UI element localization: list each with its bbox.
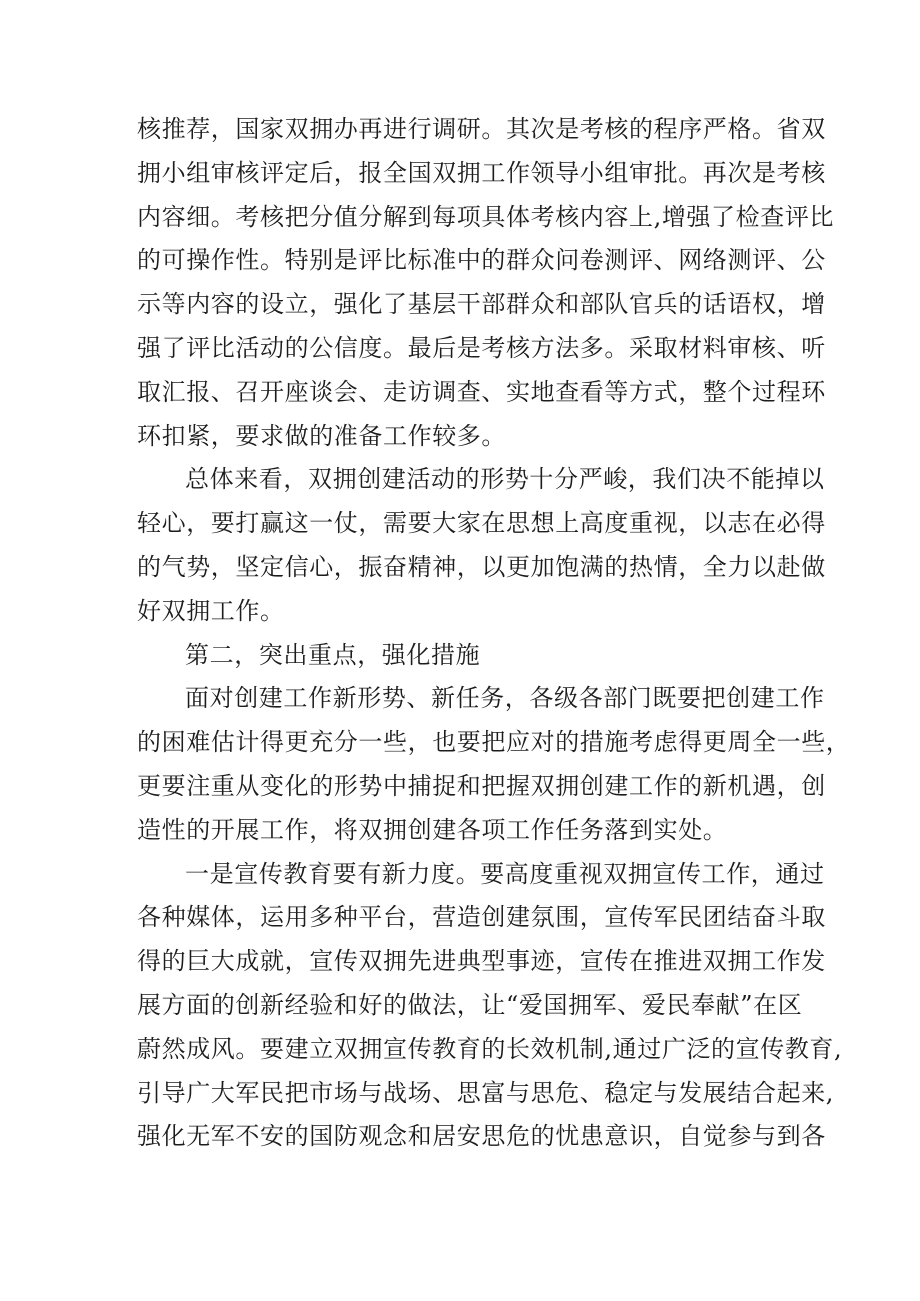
text-line: 面对创建工作新形势、新任务，各级各部门既要把创建工作 — [185, 684, 825, 713]
text-line: 环扣紧，要求做的准备工作较多。 — [137, 421, 506, 450]
text-line: 的气势，坚定信心，振奋精神，以更加饱满的热情，全力以赴做 — [137, 552, 826, 581]
text-line: 强了评比活动的公信度。最后是考核方法多。采取材料审核、听 — [137, 333, 826, 362]
text-line: 取汇报、召开座谈会、走访调查、实地查看等方式，整个过程环 — [137, 377, 826, 406]
text-line: 的可操作性。特别是评比标准中的群众问卷测评、网络测评、公 — [137, 246, 826, 275]
text-line: 各种媒体，运用多种平台，营造创建氛围，宣传军民团结奋斗取 — [137, 903, 826, 932]
text-line: 示等内容的设立，强化了基层干部群众和部队官兵的话语权，增 — [137, 290, 826, 319]
text-line: 的困难估计得更充分一些，也要把应对的措施考虑得更周全一些， — [137, 728, 851, 757]
text-line: 更要注重从变化的形势中捕捉和把握双拥创建工作的新机遇，创 — [137, 771, 826, 800]
text-line: 总体来看，双拥创建活动的形势十分严峻，我们决不能掉以 — [185, 465, 825, 494]
text-line: 好双拥工作。 — [137, 596, 285, 625]
text-line: 展方面的创新经验和好的做法，让“爱国拥军、爱民奉献”在区 — [137, 990, 803, 1019]
document-body — [137, 108, 851, 1159]
text-line: 造性的开展工作，将双拥创建各项工作任务落到实处。 — [137, 815, 728, 844]
text-line: 核推荐，国家双拥办再进行调研。其次是考核的程序严格。省双 — [137, 115, 826, 143]
text-line: 引导广大军民把市场与战场、思富与思危、稳定与发展结合起来, — [137, 1078, 835, 1107]
section-heading: 第二，突出重点，强化措施 — [185, 640, 481, 669]
text-line: 拥小组审核评定后，报全国双拥工作领导小组审批。再次是考核 — [137, 158, 826, 187]
text-line: 轻心，要打赢这一仗，需要大家在思想上高度重视，以志在必得 — [137, 509, 826, 538]
text-line: 强化无军不安的国防观念和居安思危的忧患意识，自觉参与到各 — [137, 1122, 826, 1151]
text-line: 一是宣传教育要有新力度。要高度重视双拥宣传工作，通过 — [185, 859, 825, 888]
text-line: 内容细。考核把分值分解到每项具体考核内容上,增强了检查评比 — [137, 202, 835, 231]
text-line: 蔚然成风。要建立双拥宣传教育的长效机制,通过广泛的宣传教育, — [137, 1034, 843, 1063]
text-line: 得的巨大成就，宣传双拥先进典型事迹，宣传在推进双拥工作发 — [137, 947, 826, 976]
